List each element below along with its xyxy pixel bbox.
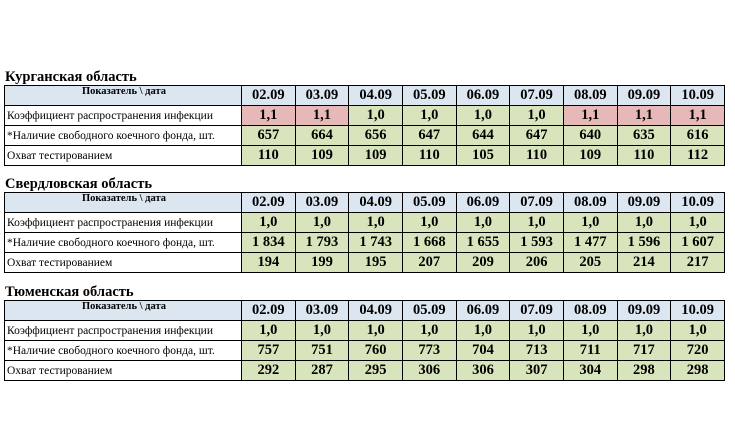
value-cell: 110 bbox=[242, 146, 296, 166]
value-cell: 1,1 bbox=[295, 106, 349, 126]
value-cell: 1,1 bbox=[671, 106, 725, 126]
value-cell: 1 596 bbox=[617, 233, 671, 253]
value-cell: 1,0 bbox=[510, 213, 564, 233]
indicator-label: *Наличие свободного коечного фонда, шт. bbox=[5, 341, 242, 361]
value-cell: 1,1 bbox=[242, 106, 296, 126]
value-cell: 1,0 bbox=[563, 321, 617, 341]
value-cell: 657 bbox=[242, 126, 296, 146]
date-header-cell: 04.09 bbox=[349, 301, 403, 321]
value-cell: 1,0 bbox=[671, 213, 725, 233]
value-cell: 112 bbox=[671, 146, 725, 166]
value-cell: 287 bbox=[295, 361, 349, 381]
value-cell: 1 593 bbox=[510, 233, 564, 253]
value-cell: 307 bbox=[510, 361, 564, 381]
value-cell: 1 834 bbox=[242, 233, 296, 253]
value-cell: 647 bbox=[510, 126, 564, 146]
date-header-cell: 02.09 bbox=[242, 301, 296, 321]
value-cell: 1,1 bbox=[617, 106, 671, 126]
value-cell: 304 bbox=[563, 361, 617, 381]
table-row bbox=[5, 233, 725, 253]
value-cell: 1,0 bbox=[456, 321, 510, 341]
table-row bbox=[5, 361, 725, 381]
value-cell: 1,0 bbox=[242, 321, 296, 341]
value-cell: 1,0 bbox=[349, 106, 403, 126]
table-header-row bbox=[5, 301, 725, 321]
value-cell: 194 bbox=[242, 253, 296, 273]
region-title: Свердловская область bbox=[5, 176, 153, 192]
value-cell: 306 bbox=[456, 361, 510, 381]
value-cell: 1,0 bbox=[402, 213, 456, 233]
value-cell: 640 bbox=[563, 126, 617, 146]
region-section bbox=[4, 176, 725, 273]
header-indicator-date-label: Показатель \ дата bbox=[5, 193, 242, 213]
value-cell: 1,0 bbox=[349, 321, 403, 341]
value-cell: 207 bbox=[402, 253, 456, 273]
value-cell: 1,0 bbox=[349, 213, 403, 233]
header-indicator-date-label: Показатель \ дата bbox=[5, 301, 242, 321]
date-header-cell: 02.09 bbox=[242, 193, 296, 213]
value-cell: 760 bbox=[349, 341, 403, 361]
value-cell: 298 bbox=[617, 361, 671, 381]
table-row bbox=[5, 213, 725, 233]
value-cell: 704 bbox=[456, 341, 510, 361]
date-header-cell: 08.09 bbox=[563, 86, 617, 106]
value-cell: 1 477 bbox=[563, 233, 617, 253]
table-row bbox=[5, 341, 725, 361]
indicator-label: Коэффициент распространения инфекции bbox=[5, 106, 242, 126]
value-cell: 1,0 bbox=[456, 106, 510, 126]
value-cell: 105 bbox=[456, 146, 510, 166]
region-section bbox=[4, 69, 725, 166]
indicator-label: Охват тестированием bbox=[5, 361, 242, 381]
date-header-cell: 08.09 bbox=[563, 301, 617, 321]
value-cell: 292 bbox=[242, 361, 296, 381]
value-cell: 1,0 bbox=[563, 213, 617, 233]
value-cell: 110 bbox=[510, 146, 564, 166]
date-header-cell: 10.09 bbox=[671, 301, 725, 321]
value-cell: 1 793 bbox=[295, 233, 349, 253]
value-cell: 110 bbox=[617, 146, 671, 166]
date-header-cell: 03.09 bbox=[295, 301, 349, 321]
date-header-cell: 04.09 bbox=[349, 86, 403, 106]
date-header-cell: 09.09 bbox=[617, 86, 671, 106]
region-title: Курганская область bbox=[5, 69, 137, 85]
value-cell: 109 bbox=[295, 146, 349, 166]
value-cell: 1 668 bbox=[402, 233, 456, 253]
date-header-cell: 06.09 bbox=[456, 86, 510, 106]
value-cell: 110 bbox=[402, 146, 456, 166]
value-cell: 214 bbox=[617, 253, 671, 273]
value-cell: 295 bbox=[349, 361, 403, 381]
value-cell: 656 bbox=[349, 126, 403, 146]
value-cell: 1 743 bbox=[349, 233, 403, 253]
region-section bbox=[4, 284, 725, 381]
value-cell: 713 bbox=[510, 341, 564, 361]
indicator-table bbox=[4, 192, 725, 273]
table-row bbox=[5, 126, 725, 146]
value-cell: 773 bbox=[402, 341, 456, 361]
date-header-cell: 05.09 bbox=[402, 301, 456, 321]
table-row bbox=[5, 253, 725, 273]
date-header-cell: 05.09 bbox=[402, 86, 456, 106]
value-cell: 1,0 bbox=[671, 321, 725, 341]
value-cell: 711 bbox=[563, 341, 617, 361]
value-cell: 205 bbox=[563, 253, 617, 273]
value-cell: 1,0 bbox=[295, 321, 349, 341]
date-header-cell: 10.09 bbox=[671, 86, 725, 106]
date-header-cell: 04.09 bbox=[349, 193, 403, 213]
date-header-cell: 09.09 bbox=[617, 301, 671, 321]
value-cell: 1,1 bbox=[563, 106, 617, 126]
region-title: Тюменская область bbox=[5, 284, 134, 300]
value-cell: 717 bbox=[617, 341, 671, 361]
value-cell: 199 bbox=[295, 253, 349, 273]
indicator-table bbox=[4, 85, 725, 166]
value-cell: 109 bbox=[563, 146, 617, 166]
value-cell: 109 bbox=[349, 146, 403, 166]
value-cell: 751 bbox=[295, 341, 349, 361]
date-header-cell: 05.09 bbox=[402, 193, 456, 213]
value-cell: 635 bbox=[617, 126, 671, 146]
value-cell: 217 bbox=[671, 253, 725, 273]
value-cell: 1 655 bbox=[456, 233, 510, 253]
date-header-cell: 10.09 bbox=[671, 193, 725, 213]
date-header-cell: 06.09 bbox=[456, 301, 510, 321]
date-header-cell: 09.09 bbox=[617, 193, 671, 213]
value-cell: 298 bbox=[671, 361, 725, 381]
value-cell: 206 bbox=[510, 253, 564, 273]
value-cell: 1,0 bbox=[456, 213, 510, 233]
indicator-label: *Наличие свободного коечного фонда, шт. bbox=[5, 126, 242, 146]
value-cell: 1 607 bbox=[671, 233, 725, 253]
indicator-label: Охват тестированием bbox=[5, 253, 242, 273]
value-cell: 1,0 bbox=[242, 213, 296, 233]
indicator-label: Охват тестированием bbox=[5, 146, 242, 166]
value-cell: 209 bbox=[456, 253, 510, 273]
value-cell: 1,0 bbox=[510, 106, 564, 126]
indicator-label: *Наличие свободного коечного фонда, шт. bbox=[5, 233, 242, 253]
value-cell: 644 bbox=[456, 126, 510, 146]
value-cell: 1,0 bbox=[295, 213, 349, 233]
indicator-table bbox=[4, 300, 725, 381]
date-header-cell: 02.09 bbox=[242, 86, 296, 106]
date-header-cell: 08.09 bbox=[563, 193, 617, 213]
table-row bbox=[5, 106, 725, 126]
value-cell: 306 bbox=[402, 361, 456, 381]
value-cell: 616 bbox=[671, 126, 725, 146]
date-header-cell: 03.09 bbox=[295, 86, 349, 106]
value-cell: 1,0 bbox=[510, 321, 564, 341]
table-header-row bbox=[5, 193, 725, 213]
value-cell: 1,0 bbox=[617, 213, 671, 233]
table-row bbox=[5, 321, 725, 341]
value-cell: 664 bbox=[295, 126, 349, 146]
value-cell: 1,0 bbox=[617, 321, 671, 341]
value-cell: 1,0 bbox=[402, 106, 456, 126]
date-header-cell: 07.09 bbox=[510, 301, 564, 321]
header-indicator-date-label: Показатель \ дата bbox=[5, 86, 242, 106]
date-header-cell: 03.09 bbox=[295, 193, 349, 213]
table-header-row bbox=[5, 86, 725, 106]
value-cell: 195 bbox=[349, 253, 403, 273]
table-row bbox=[5, 146, 725, 166]
value-cell: 1,0 bbox=[402, 321, 456, 341]
indicator-label: Коэффициент распространения инфекции bbox=[5, 321, 242, 341]
date-header-cell: 07.09 bbox=[510, 193, 564, 213]
value-cell: 720 bbox=[671, 341, 725, 361]
value-cell: 647 bbox=[402, 126, 456, 146]
date-header-cell: 07.09 bbox=[510, 86, 564, 106]
date-header-cell: 06.09 bbox=[456, 193, 510, 213]
value-cell: 757 bbox=[242, 341, 296, 361]
indicator-label: Коэффициент распространения инфекции bbox=[5, 213, 242, 233]
